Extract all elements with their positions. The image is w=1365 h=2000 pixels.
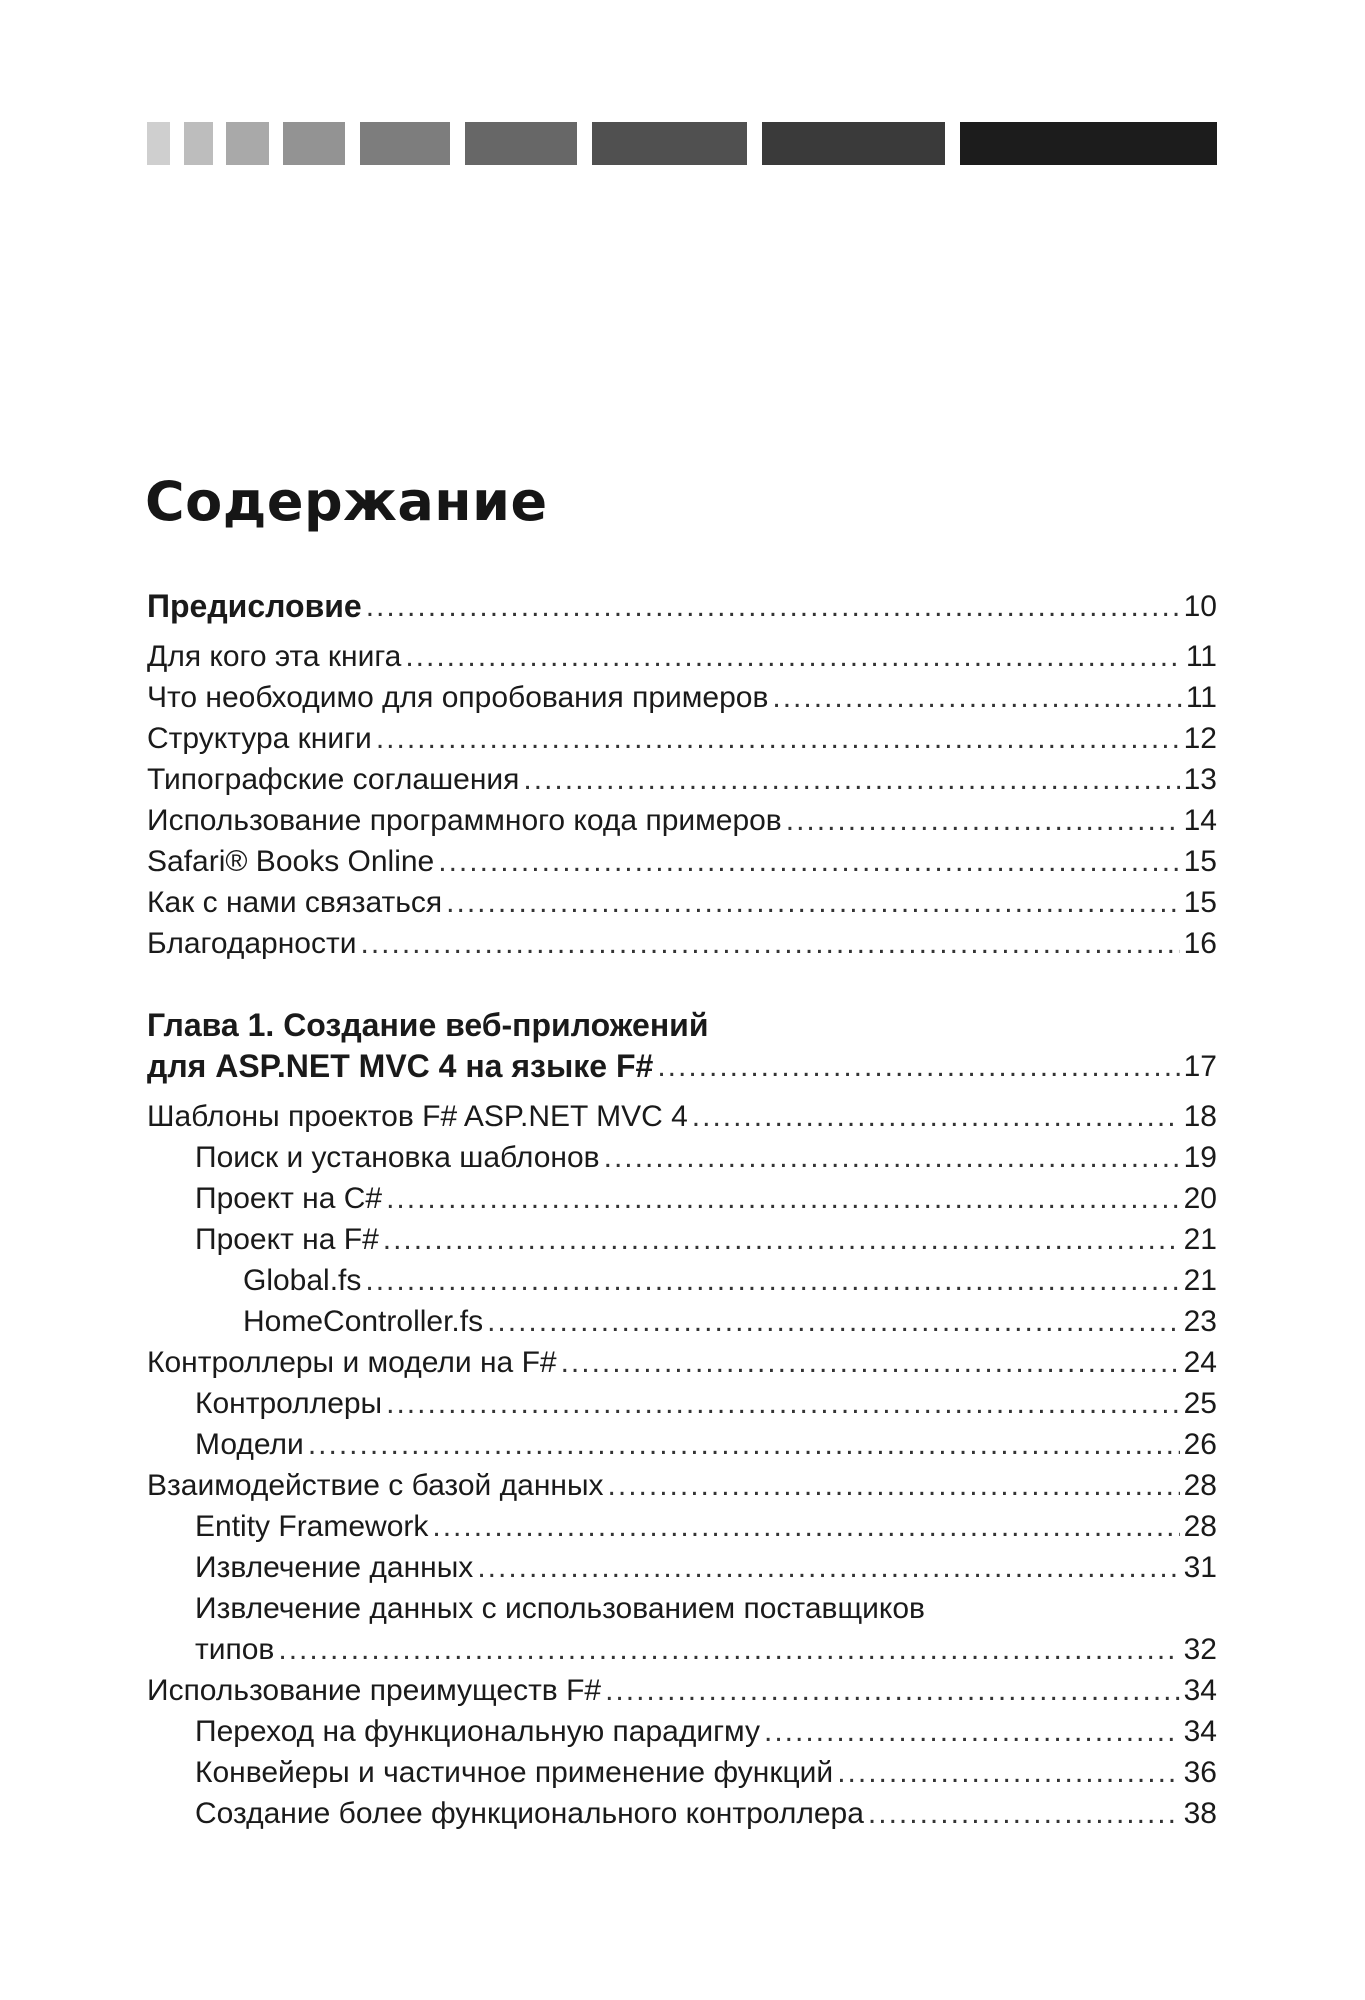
dot-leader xyxy=(608,1465,1180,1506)
toc-entry-page: 11 xyxy=(1185,681,1217,714)
toc-entry[interactable] xyxy=(147,1793,1217,1834)
toc-entry[interactable] xyxy=(147,1752,1217,1793)
toc-entry-page: 15 xyxy=(1183,886,1217,919)
toc-entry[interactable] xyxy=(147,1178,1217,1219)
toc-entry-page: 16 xyxy=(1183,927,1217,960)
bar-segment xyxy=(762,122,945,165)
bar-segment xyxy=(465,122,577,165)
toc-entry-label: Для кого эта книга xyxy=(147,640,402,673)
toc-entry-page: 15 xyxy=(1183,845,1217,878)
dot-leader xyxy=(278,1629,1179,1670)
toc-entry-label: Типографские соглашения xyxy=(147,763,520,796)
toc-entry[interactable] xyxy=(147,677,1217,718)
toc-entry[interactable] xyxy=(147,1260,1217,1301)
toc-entry[interactable] xyxy=(147,1383,1217,1424)
toc-entry-label: Использование преимуществ F# xyxy=(147,1674,602,1707)
toc-entry-page: 23 xyxy=(1183,1305,1217,1338)
toc-entry[interactable] xyxy=(147,1096,1217,1137)
toc-entry-label: Конвейеры и частичное применение функций xyxy=(195,1756,834,1789)
toc-entry-page: 20 xyxy=(1183,1182,1217,1215)
dot-leader xyxy=(837,1752,1179,1793)
toc-entry-label: Модели xyxy=(195,1428,304,1461)
toc-entry[interactable] xyxy=(147,1506,1217,1547)
bar-segment xyxy=(960,122,1217,165)
bar-segment xyxy=(147,122,170,165)
toc-entry-page: 25 xyxy=(1183,1387,1217,1420)
toc-entry-label: Благодарности xyxy=(147,927,357,960)
toc-entry-page: 34 xyxy=(1183,1674,1217,1707)
toc-entry[interactable] xyxy=(147,1219,1217,1260)
toc-entry-page: 12 xyxy=(1183,722,1217,755)
chapter-1-section-list-continued xyxy=(147,1670,1217,1834)
toc-entry[interactable] xyxy=(147,1711,1217,1752)
toc-entry-label: Global.fs xyxy=(243,1264,362,1297)
dot-leader xyxy=(405,636,1182,677)
toc-entry-label: Извлечение данных xyxy=(195,1551,474,1584)
preface-section-list xyxy=(147,636,1217,964)
toc-entry[interactable] xyxy=(147,1301,1217,1342)
toc-entry[interactable] xyxy=(147,1670,1217,1711)
dot-leader xyxy=(786,800,1180,841)
toc-entry-page: 19 xyxy=(1183,1141,1217,1174)
dot-leader xyxy=(604,1137,1180,1178)
toc-entry[interactable] xyxy=(147,1137,1217,1178)
toc-entry-page: 10 xyxy=(1183,590,1217,623)
toc-entry-page: 18 xyxy=(1183,1100,1217,1133)
bar-segment xyxy=(360,122,450,165)
toc-entry-page: 11 xyxy=(1185,640,1217,673)
chapter-1-section-list xyxy=(147,1096,1217,1588)
toc-entry-page: 21 xyxy=(1183,1264,1217,1297)
toc-entry-label: для ASP.NET MVC 4 на языке F# xyxy=(147,1048,654,1084)
toc-entry-wrapped-line1[interactable]: Извлечение данных с использованием поставщиков xyxy=(195,1592,925,1625)
dot-leader xyxy=(386,1383,1180,1424)
toc-entry-label: типов xyxy=(195,1633,275,1666)
toc-entry-label: Safari® Books Online xyxy=(147,845,435,878)
toc-entry-label: Использование программного кода примеров xyxy=(147,804,782,837)
dot-leader xyxy=(561,1342,1180,1383)
dot-leader xyxy=(477,1547,1179,1588)
toc-entry-page: 28 xyxy=(1183,1469,1217,1502)
toc-entry[interactable] xyxy=(147,718,1217,759)
dot-leader xyxy=(868,1793,1180,1834)
toc-entry-page: 38 xyxy=(1183,1797,1217,1830)
toc-entry-page: 24 xyxy=(1183,1346,1217,1379)
dot-leader xyxy=(376,718,1180,759)
toc-entry-preface[interactable] xyxy=(147,586,1217,627)
toc-entry-page: 32 xyxy=(1183,1633,1217,1666)
dot-leader xyxy=(772,677,1181,718)
toc-chapter-title-line1[interactable]: Глава 1. Создание веб-приложений xyxy=(147,1007,709,1043)
toc-entry-label: Контроллеры xyxy=(195,1387,383,1420)
toc-entry-page: 13 xyxy=(1183,763,1217,796)
toc-entry[interactable] xyxy=(147,636,1217,677)
toc-entry-page: 36 xyxy=(1183,1756,1217,1789)
table-of-contents xyxy=(147,586,1217,1834)
toc-entry-page: 14 xyxy=(1183,804,1217,837)
toc-entry-page: 34 xyxy=(1183,1715,1217,1748)
toc-entry[interactable] xyxy=(147,923,1217,964)
dot-leader xyxy=(386,1178,1180,1219)
toc-entry[interactable] xyxy=(147,882,1217,923)
bar-segment xyxy=(226,122,269,165)
toc-entry-page: 31 xyxy=(1183,1551,1217,1584)
toc-entry[interactable] xyxy=(147,1342,1217,1383)
toc-entry-label: Структура книги xyxy=(147,722,372,755)
bar-segment xyxy=(184,122,213,165)
toc-entry-label: Предисловие xyxy=(147,588,362,624)
dot-leader xyxy=(438,841,1179,882)
toc-entry-label: Переход на функциональную парадигму xyxy=(195,1715,760,1748)
dot-leader xyxy=(365,1260,1179,1301)
toc-entry-label: Entity Framework xyxy=(195,1510,429,1543)
toc-entry-page: 26 xyxy=(1183,1428,1217,1461)
dot-leader xyxy=(523,759,1179,800)
toc-entry-wrapped[interactable] xyxy=(147,1629,1217,1670)
dot-leader xyxy=(446,882,1179,923)
toc-entry[interactable] xyxy=(147,1465,1217,1506)
toc-entry-label: Шаблоны проектов F# ASP.NET MVC 4 xyxy=(147,1100,688,1133)
toc-entry[interactable] xyxy=(147,1547,1217,1588)
dot-leader xyxy=(692,1096,1180,1137)
toc-entry-chapter-1[interactable] xyxy=(147,1046,1217,1087)
dot-leader xyxy=(605,1670,1180,1711)
toc-entry-label: Проект на F# xyxy=(195,1223,379,1256)
dot-leader xyxy=(487,1301,1180,1342)
dot-leader xyxy=(432,1506,1179,1547)
toc-entry[interactable] xyxy=(147,1424,1217,1465)
dot-leader xyxy=(383,1219,1180,1260)
toc-entry-label: HomeController.fs xyxy=(243,1305,484,1338)
toc-entry-label: Взаимодействие с базой данных xyxy=(147,1469,604,1502)
toc-entry-label: Создание более функционального контроллера xyxy=(195,1797,864,1830)
toc-entry-label: Контроллеры и модели на F# xyxy=(147,1346,557,1379)
toc-entry[interactable] xyxy=(147,759,1217,800)
dot-leader xyxy=(657,1046,1179,1087)
toc-entry-page: 17 xyxy=(1183,1050,1217,1083)
toc-entry-label: Как с нами связаться xyxy=(147,886,443,919)
toc-entry[interactable] xyxy=(147,841,1217,882)
dot-leader xyxy=(308,1424,1180,1465)
toc-entry-page: 28 xyxy=(1183,1510,1217,1543)
toc-entry-page: 21 xyxy=(1183,1223,1217,1256)
toc-entry-label: Поиск и установка шаблонов xyxy=(195,1141,600,1174)
dot-leader xyxy=(360,923,1179,964)
toc-entry-label: Что необходимо для опробования примеров xyxy=(147,681,769,714)
bar-segment xyxy=(592,122,747,165)
bar-segment xyxy=(283,122,345,165)
header-gradient-bar xyxy=(147,122,1217,165)
dot-leader xyxy=(764,1711,1180,1752)
dot-leader xyxy=(366,586,1180,627)
page-title: Содержание xyxy=(145,470,548,533)
toc-entry-label: Проект на C# xyxy=(195,1182,383,1215)
toc-entry[interactable] xyxy=(147,800,1217,841)
